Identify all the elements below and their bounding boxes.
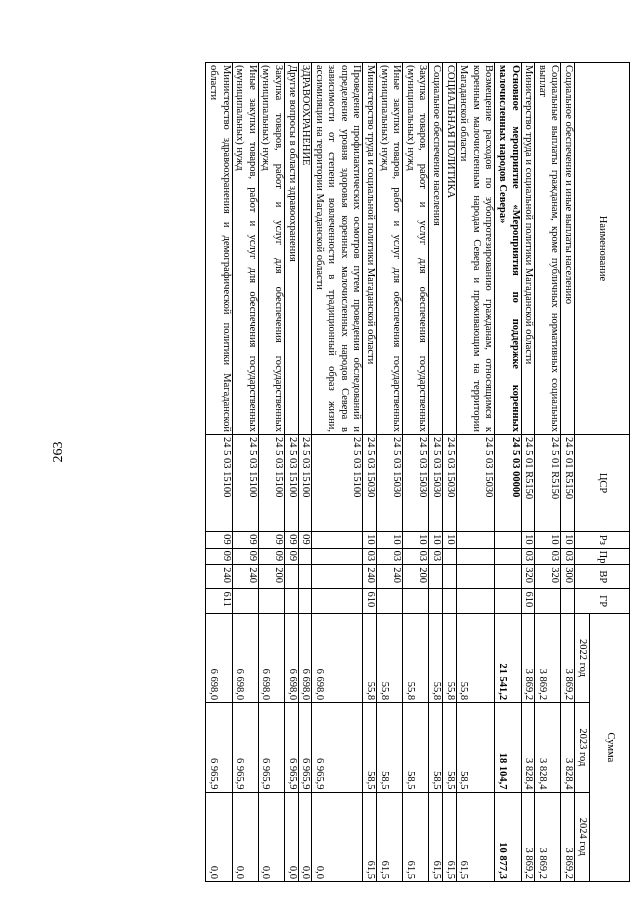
cell-y2022: 55,8 bbox=[429, 613, 443, 702]
table-body bbox=[206, 63, 575, 882]
table-row bbox=[232, 63, 258, 882]
cell-name: Закупка товаров, работ и услуг для обеспечения государственных (муниципальных) нужд bbox=[403, 63, 429, 435]
cell-y2023: 6 965,9 bbox=[298, 703, 312, 792]
cell-csr: 24 5 03 15100 bbox=[312, 434, 363, 531]
cell-vr: 240 bbox=[363, 565, 377, 589]
cell-y2023: 6 965,9 bbox=[312, 703, 363, 792]
table-row bbox=[495, 63, 521, 882]
cell-pr: 03 bbox=[429, 548, 443, 565]
cell-gr bbox=[535, 589, 561, 613]
cell-y2023: 6 965,9 bbox=[258, 703, 284, 792]
cell-y2024: 61,5 bbox=[377, 792, 403, 881]
cell-csr: 24 5 03 15100 bbox=[258, 434, 284, 531]
cell-y2024: 3 869,2 bbox=[535, 792, 561, 881]
cell-y2022: 6 698,0 bbox=[258, 613, 284, 702]
cell-y2024: 3 869,2 bbox=[521, 792, 535, 881]
header-year-2023: 2023 год bbox=[575, 703, 590, 792]
cell-y2024: 0,0 bbox=[312, 792, 363, 881]
cell-gr bbox=[403, 589, 429, 613]
table-row bbox=[258, 63, 284, 882]
cell-rz: 10 bbox=[521, 532, 535, 549]
cell-vr bbox=[284, 565, 298, 589]
cell-vr: 320 bbox=[535, 565, 561, 589]
cell-pr bbox=[298, 548, 312, 565]
cell-gr: 611 bbox=[206, 589, 232, 613]
cell-rz: 10 bbox=[363, 532, 377, 549]
table-row bbox=[284, 63, 298, 882]
cell-gr bbox=[456, 589, 495, 613]
cell-rz: 10 bbox=[377, 532, 403, 549]
cell-y2022: 55,8 bbox=[403, 613, 429, 702]
cell-vr: 300 bbox=[561, 565, 575, 589]
cell-gr bbox=[258, 589, 284, 613]
cell-pr: 09 bbox=[258, 548, 284, 565]
header-csr: ЦСР bbox=[575, 434, 630, 531]
cell-pr: 03 bbox=[363, 548, 377, 565]
cell-gr bbox=[312, 589, 363, 613]
budget-table bbox=[205, 62, 630, 882]
cell-gr: 610 bbox=[521, 589, 535, 613]
cell-name: Социальные выплаты гражданам, кроме публичных нормативных социальных выплат bbox=[535, 63, 561, 435]
rotated-table-container bbox=[125, 62, 630, 882]
cell-y2023: 58,5 bbox=[456, 703, 495, 792]
cell-csr: 24 5 03 00000 bbox=[495, 434, 521, 531]
cell-pr bbox=[312, 548, 363, 565]
cell-pr: 09 bbox=[232, 548, 258, 565]
cell-y2023: 3 828,4 bbox=[535, 703, 561, 792]
cell-vr: 200 bbox=[403, 565, 429, 589]
cell-y2023: 58,5 bbox=[363, 703, 377, 792]
cell-y2024: 0,0 bbox=[258, 792, 284, 881]
cell-y2023: 6 965,9 bbox=[284, 703, 298, 792]
cell-y2022: 55,8 bbox=[363, 613, 377, 702]
cell-y2023: 58,5 bbox=[403, 703, 429, 792]
cell-vr bbox=[495, 565, 521, 589]
cell-vr: 240 bbox=[377, 565, 403, 589]
cell-y2023: 6 965,9 bbox=[232, 703, 258, 792]
cell-rz bbox=[456, 532, 495, 549]
cell-csr: 24 5 03 15100 bbox=[206, 434, 232, 531]
cell-vr bbox=[456, 565, 495, 589]
table-row bbox=[403, 63, 429, 882]
cell-rz: 10 bbox=[429, 532, 443, 549]
cell-pr: 03 bbox=[377, 548, 403, 565]
cell-gr: 610 bbox=[363, 589, 377, 613]
cell-name: ЗДРАВООХРАНЕНИЕ bbox=[298, 63, 312, 435]
cell-rz bbox=[495, 532, 521, 549]
cell-rz: 09 bbox=[298, 532, 312, 549]
cell-rz: 10 bbox=[561, 532, 575, 549]
cell-pr: 09 bbox=[206, 548, 232, 565]
cell-csr: 24 5 03 15100 bbox=[232, 434, 258, 531]
table-row bbox=[298, 63, 312, 882]
cell-y2022: 21 541,2 bbox=[495, 613, 521, 702]
cell-pr: 03 bbox=[521, 548, 535, 565]
cell-rz: 09 bbox=[206, 532, 232, 549]
table-row bbox=[363, 63, 377, 882]
cell-y2023: 6 965,9 bbox=[206, 703, 232, 792]
cell-gr bbox=[443, 589, 457, 613]
cell-y2023: 58,5 bbox=[429, 703, 443, 792]
cell-y2022: 55,8 bbox=[443, 613, 457, 702]
cell-pr bbox=[456, 548, 495, 565]
cell-rz: 09 bbox=[284, 532, 298, 549]
cell-csr: 24 5 03 15100 bbox=[298, 434, 312, 531]
cell-y2022: 6 698,0 bbox=[312, 613, 363, 702]
header-year-2022: 2022 год bbox=[575, 613, 590, 702]
cell-name: Социальное обеспечение населения bbox=[429, 63, 443, 435]
page-number: 263 bbox=[51, 441, 66, 463]
header-sum: Сумма bbox=[590, 613, 630, 881]
cell-csr: 24 5 03 15100 bbox=[284, 434, 298, 531]
cell-y2022: 6 698,0 bbox=[232, 613, 258, 702]
cell-y2023: 58,5 bbox=[377, 703, 403, 792]
cell-y2022: 55,8 bbox=[377, 613, 403, 702]
cell-gr bbox=[429, 589, 443, 613]
cell-vr bbox=[312, 565, 363, 589]
cell-y2024: 61,5 bbox=[403, 792, 429, 881]
cell-y2024: 0,0 bbox=[232, 792, 258, 881]
cell-pr: 03 bbox=[561, 548, 575, 565]
cell-csr: 24 5 01 R5150 bbox=[561, 434, 575, 531]
table-row bbox=[561, 63, 575, 882]
cell-vr bbox=[298, 565, 312, 589]
table-row bbox=[206, 63, 232, 882]
cell-y2024: 61,5 bbox=[456, 792, 495, 881]
cell-vr: 200 bbox=[258, 565, 284, 589]
header-gr: ГР bbox=[575, 589, 630, 613]
table-row bbox=[377, 63, 403, 882]
cell-y2022: 3 869,2 bbox=[521, 613, 535, 702]
cell-y2022: 3 869,2 bbox=[535, 613, 561, 702]
cell-y2023: 58,5 bbox=[443, 703, 457, 792]
cell-csr: 24 5 01 R5150 bbox=[521, 434, 535, 531]
cell-pr bbox=[443, 548, 457, 565]
table-row bbox=[456, 63, 495, 882]
cell-vr: 240 bbox=[232, 565, 258, 589]
header-rz: Рз bbox=[575, 532, 630, 549]
cell-name: СОЦИАЛЬНАЯ ПОЛИТИКА bbox=[443, 63, 457, 435]
cell-csr: 24 5 03 15030 bbox=[429, 434, 443, 531]
cell-gr bbox=[284, 589, 298, 613]
cell-rz: 09 bbox=[232, 532, 258, 549]
cell-pr: 03 bbox=[535, 548, 561, 565]
table-row bbox=[312, 63, 363, 882]
cell-name: Министерство труда и социальной политики Магаданской области bbox=[363, 63, 377, 435]
cell-name: Социальное обеспечение и иные выплаты населению bbox=[561, 63, 575, 435]
cell-y2022: 3 869,2 bbox=[561, 613, 575, 702]
cell-name: Другие вопросы в области здравоохранения bbox=[284, 63, 298, 435]
cell-y2024: 61,5 bbox=[363, 792, 377, 881]
table-row bbox=[535, 63, 561, 882]
cell-csr: 24 5 03 15030 bbox=[403, 434, 429, 531]
cell-y2024: 3 869,2 bbox=[561, 792, 575, 881]
cell-rz: 10 bbox=[403, 532, 429, 549]
header-vr: ВР bbox=[575, 565, 630, 589]
cell-rz: 10 bbox=[443, 532, 457, 549]
cell-y2024: 0,0 bbox=[284, 792, 298, 881]
cell-csr: 24 5 03 15030 bbox=[443, 434, 457, 531]
cell-csr: 24 5 01 R5150 bbox=[535, 434, 561, 531]
cell-vr: 240 bbox=[206, 565, 232, 589]
cell-y2024: 0,0 bbox=[298, 792, 312, 881]
table-row bbox=[521, 63, 535, 882]
cell-y2024: 61,5 bbox=[443, 792, 457, 881]
cell-gr bbox=[495, 589, 521, 613]
cell-name: Министерство труда и социальной политики Магаданской области bbox=[521, 63, 535, 435]
cell-y2023: 3 828,4 bbox=[521, 703, 535, 792]
cell-pr bbox=[495, 548, 521, 565]
cell-vr bbox=[443, 565, 457, 589]
cell-csr: 24 5 03 15030 bbox=[363, 434, 377, 531]
cell-y2024: 10 877,3 bbox=[495, 792, 521, 881]
cell-name: Министерство здравоохранения и демографической политики Магаданской области bbox=[206, 63, 232, 435]
cell-name: Проведение профилактических осмотров путем проведения обследований и определение уровня здоровья коренных малочисленных народов Севера в зависимости от степени вовлеченности в традиционный образ жизни, ассимиляции на территории Магаданской области bbox=[312, 63, 363, 435]
cell-csr: 24 5 03 15030 bbox=[456, 434, 495, 531]
cell-name: Иные закупки товаров, работ и услуг для обеспечения государственных (муниципальных) нужд bbox=[377, 63, 403, 435]
cell-vr bbox=[429, 565, 443, 589]
cell-y2023: 3 828,4 bbox=[561, 703, 575, 792]
cell-y2023: 18 104,7 bbox=[495, 703, 521, 792]
cell-name: Иные закупки товаров, работ и услуг для обеспечения государственных (муниципальных) нужд bbox=[232, 63, 258, 435]
header-year-2024: 2024 год bbox=[575, 792, 590, 881]
cell-gr bbox=[232, 589, 258, 613]
header-name: Наименование bbox=[575, 63, 630, 435]
header-pr: Пр bbox=[575, 548, 630, 565]
cell-vr: 320 bbox=[521, 565, 535, 589]
cell-gr bbox=[377, 589, 403, 613]
cell-name: Закупка товаров, работ и услуг для обеспечения государственных (муниципальных) нужд bbox=[258, 63, 284, 435]
cell-y2022: 6 698,0 bbox=[284, 613, 298, 702]
cell-gr bbox=[298, 589, 312, 613]
cell-rz bbox=[312, 532, 363, 549]
table-row bbox=[429, 63, 443, 882]
cell-y2022: 6 698,0 bbox=[206, 613, 232, 702]
cell-y2022: 6 698,0 bbox=[298, 613, 312, 702]
cell-csr: 24 5 03 15030 bbox=[377, 434, 403, 531]
cell-name: Основное мероприятие «Мероприятия по поддержке коренных малочисленных народов Севера» bbox=[495, 63, 521, 435]
cell-pr: 03 bbox=[403, 548, 429, 565]
cell-rz: 10 bbox=[535, 532, 561, 549]
table-row bbox=[443, 63, 457, 882]
cell-y2022: 55,8 bbox=[456, 613, 495, 702]
cell-name: Возмещение расходов по зубопротезированию гражданам, относящимся к коренным малочисленным народам Севера и проживающим на территории Магаданской области bbox=[456, 63, 495, 435]
cell-y2024: 61,5 bbox=[429, 792, 443, 881]
cell-rz: 09 bbox=[258, 532, 284, 549]
cell-y2024: 0,0 bbox=[206, 792, 232, 881]
cell-gr bbox=[561, 589, 575, 613]
cell-pr: 09 bbox=[284, 548, 298, 565]
